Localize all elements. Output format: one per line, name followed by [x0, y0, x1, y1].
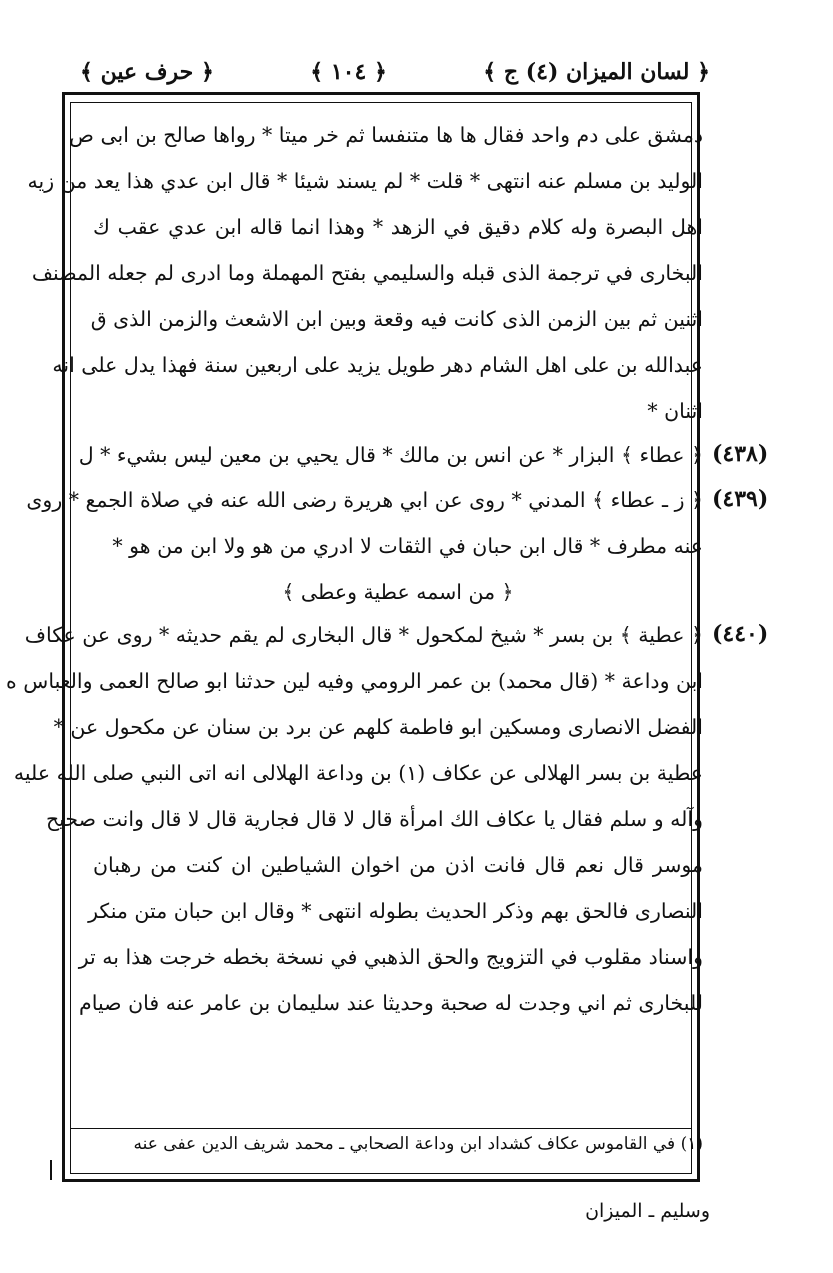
text-line: البخارى في ترجمة الذى قبله والسليمي بفتح المهملة وما ادرى لم جعله المصنف [31, 261, 703, 285]
text-line: دمشق على دم واحد فقال ها ها متنفسا ثم خر ميتا * رواها صالح بن ابى ص [69, 123, 703, 147]
text-line: ابن وداعة * (قال محمد) بن عمر الرومي وفيه لين حدثنا ابو صالح العمى والعباس ه [6, 669, 703, 693]
entry-line-ata-madani: ﴿ ز ـ عطاء ﴾ المدني * روى عن ابي هريرة رضى الله عنه في صلاة الجمع * روى [26, 488, 703, 512]
page-header [80, 52, 710, 92]
text-line: الفضل الانصارى ومسكين ابو فاطمة كلهم عن برد بن سنان عن مكحول عن * [53, 715, 703, 739]
text-line: عنه مطرف * قال ابن حبان في الثقات لا ادري من هو ولا ابن من هو * [112, 534, 703, 558]
text-line: اثنان * [647, 399, 703, 423]
text-line: الوليد بن مسلم عنه انتهى * قلت * لم يسند شيئا * قال ابن عدي هذا يعد من زيه [27, 169, 703, 193]
entry-number-438: (٤٣٨) [712, 441, 769, 467]
header-section: ﴿ حرف عين ﴾ [80, 59, 214, 85]
entry-number-440: (٤٤٠) [712, 621, 769, 647]
text-line: اثنين ثم بين الزمن الذى كانت فيه وقعة وبين ابن الاشعث والزمن الذى ق [90, 307, 703, 331]
entry-line-ata-bazzar: ﴿ عطاء ﴾ البزار * عن انس بن مالك * قال يحيي بن معين ليس بشيء * ل [78, 443, 703, 467]
header-page-number: ﴿ ١٠٤ ﴾ [310, 59, 387, 85]
text-line: موسر قال نعم قال فانت اذن من اخوان الشياطين ان كنت من رهبان [93, 853, 703, 877]
text-line: عبدالله بن على اهل الشام دهر طويل يزيد على اربعين سنة فهذا يدل على انه [52, 353, 703, 377]
text-line: النصارى فالحق بهم وذكر الحديث بطوله انتهى * وقال ابن حبان متن منكر [88, 899, 703, 923]
section-heading: ﴿ من اسمه عطية وعطى ﴾ [282, 580, 514, 604]
header-book-title: ﴿ لسان الميزان (٤) ج ﴾ [483, 59, 710, 85]
catchword: وسليم ـ الميزان [585, 1200, 710, 1222]
footnote: (١) في القاموس عكاف كشداد ابن وداعة الصحابي ـ محمد شريف الدين عفى عنه [133, 1134, 703, 1154]
text-line: للبخارى ثم اني وجدت له صحبة وحديثا عند سليمان بن عامر عنه فان صيام [79, 991, 703, 1015]
entry-line-atiyya: ﴿ عطية ﴾ بن بسر * شيخ لمكحول * قال البخارى لم يقم حديثه * روى عن عكاف [24, 623, 703, 647]
text-line: وآله و سلم فقال يا عكاف الك امرأة قال لا قال فجارية قال لا قال وانت صحيح [45, 807, 703, 831]
text-line: اهل البصرة وله كلام دقيق في الزهد * وهذا انما قاله ابن عدي عقب ك [93, 215, 703, 239]
margin-mark [50, 1160, 60, 1180]
footnote-divider [70, 1128, 692, 1129]
text-line: واسناد مقلوب في التزويج والحق الذهبي في نسخة بخطه خرجت هذا به تر [78, 945, 703, 969]
entry-number-439: (٤٣٩) [712, 486, 769, 512]
text-line: عطية بن بسر الهلالى عن عكاف (١) بن وداعة الهلالى انه اتى النبي صلى الله عليه [13, 761, 703, 785]
